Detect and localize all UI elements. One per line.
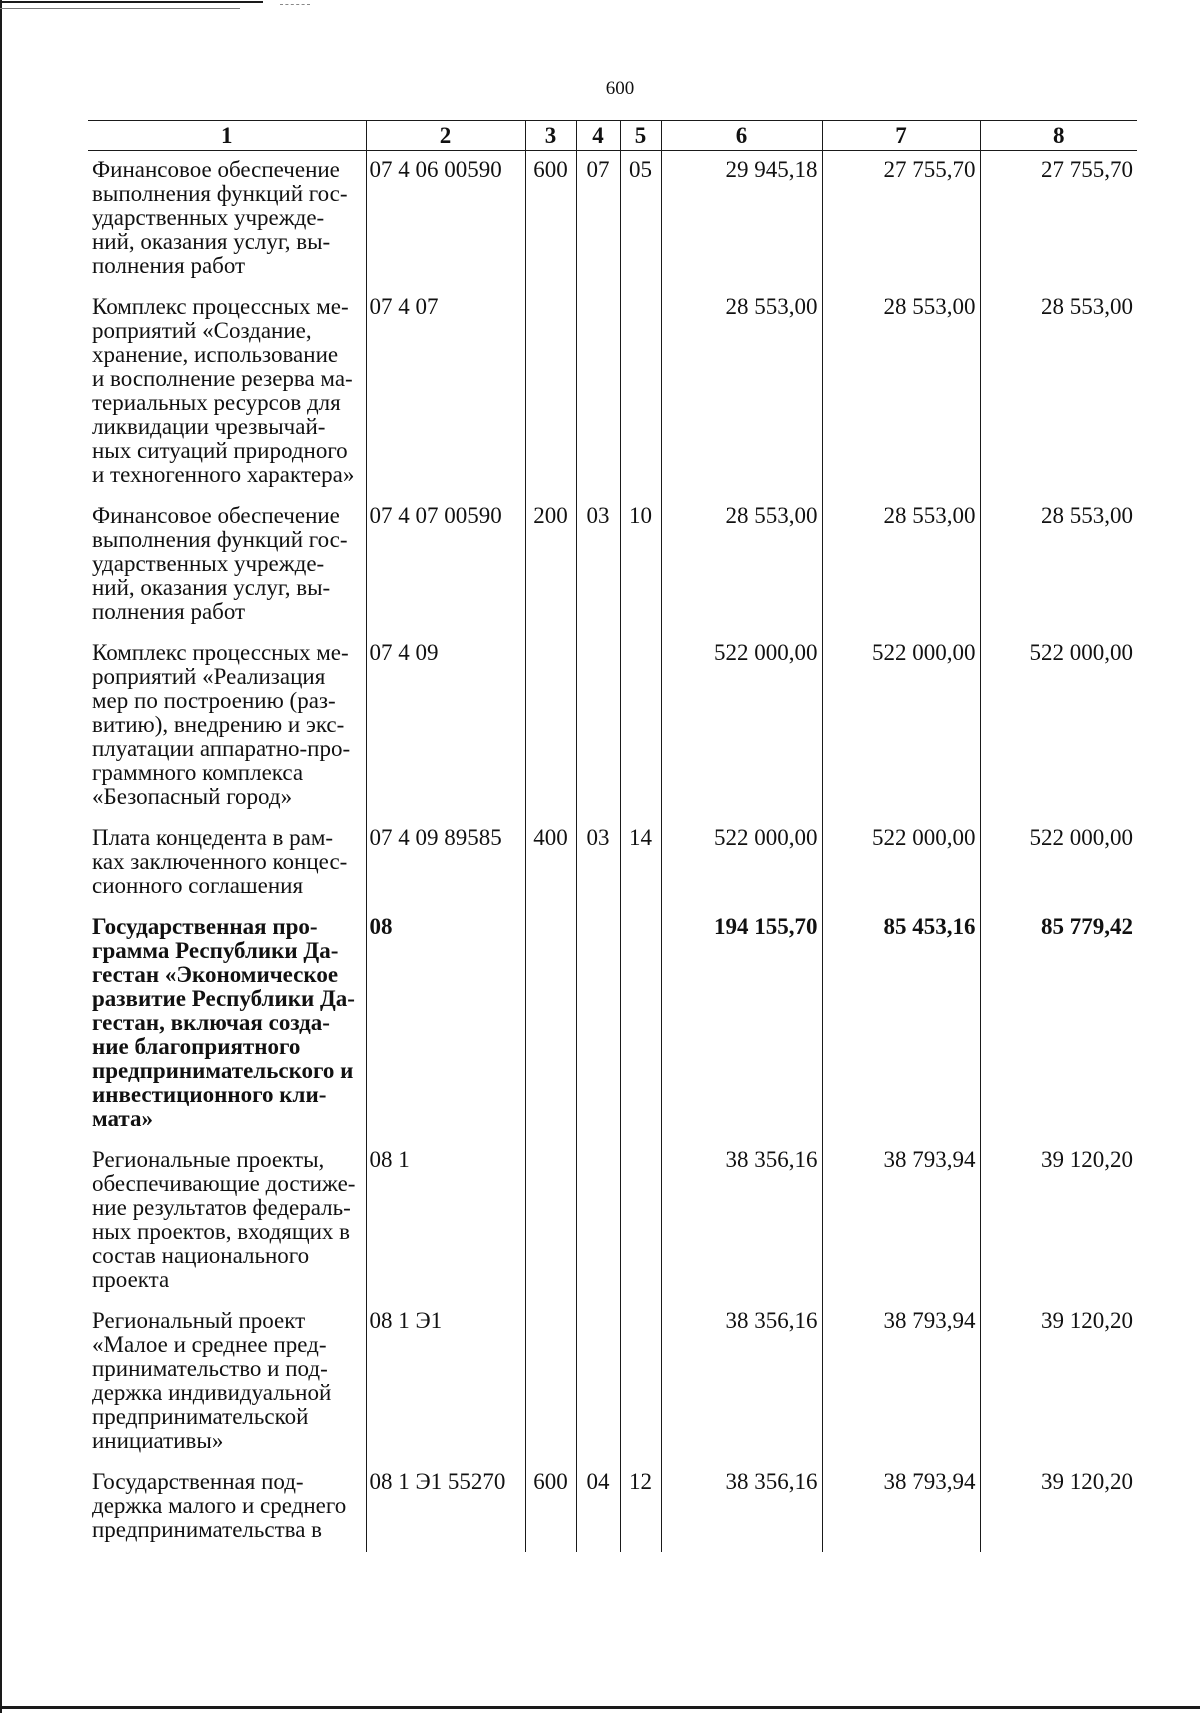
amount-col-7: 38 793,94 <box>822 1141 980 1302</box>
col-4-code: 03 <box>576 497 620 634</box>
header-col-1: 1 <box>88 121 366 151</box>
col-5-code <box>620 288 661 497</box>
classification-code: 07 4 09 89585 <box>366 819 525 908</box>
col-5-code: 14 <box>620 819 661 908</box>
amount-col-7: 27 755,70 <box>822 151 980 289</box>
header-col-8: 8 <box>980 121 1137 151</box>
amount-col-8: 39 120,20 <box>980 1302 1137 1463</box>
amount-col-8: 28 553,00 <box>980 497 1137 634</box>
amount-col-6: 29 945,18 <box>661 151 822 289</box>
classification-code: 08 <box>366 908 525 1141</box>
item-name: Финансовое обеспечение выполнения функций гос- ударственных учрежде- ний, оказания услуг, вы- полнения работ <box>92 157 348 278</box>
amount-col-8: 39 120,20 <box>980 1463 1137 1552</box>
table-row <box>88 1141 1137 1302</box>
amount-col-8: 85 779,42 <box>980 908 1137 1141</box>
col-4-code: 03 <box>576 819 620 908</box>
scan-edge-left <box>0 0 2 1713</box>
col-4-code <box>576 1141 620 1302</box>
table-row <box>88 634 1137 819</box>
item-name: Региональный проект «Малое и среднее пред- принимательство и под- держка индивидуальной предпринимательской инициативы» <box>92 1308 332 1453</box>
header-col-4: 4 <box>576 121 620 151</box>
item-name: Комплекс процессных ме- роприятий «Создание, хранение, использование и восполнение резерва ма- териальных ресурсов для ликвидации чрезвычай- ных ситуаций природного и техногенного характера» <box>92 294 355 487</box>
amount-col-7: 38 793,94 <box>822 1463 980 1552</box>
header-col-7: 7 <box>822 121 980 151</box>
item-name: Государственная про- грамма Республики Да- гестан «Экономическое развитие Республики Да- гестан, включая созда- ние благоприятного предпринимательского и инвестиционного кли- мата» <box>92 914 355 1131</box>
amount-col-7: 522 000,00 <box>822 819 980 908</box>
col-4-code <box>576 908 620 1141</box>
header-col-2: 2 <box>366 121 525 151</box>
col-3-code: 600 <box>525 151 576 289</box>
amount-col-8: 522 000,00 <box>980 634 1137 819</box>
classification-code: 07 4 09 <box>366 634 525 819</box>
table-header-row <box>88 121 1137 151</box>
amount-col-6: 38 356,16 <box>661 1302 822 1463</box>
table-row <box>88 151 1137 289</box>
item-name: Финансовое обеспечение выполнения функций гос- ударственных учрежде- ний, оказания услуг, вы- полнения работ <box>92 503 348 624</box>
col-3-code: 200 <box>525 497 576 634</box>
col-3-code <box>525 908 576 1141</box>
table-row <box>88 1302 1137 1463</box>
col-5-code: 10 <box>620 497 661 634</box>
amount-col-6: 38 356,16 <box>661 1141 822 1302</box>
scan-edge-bottom <box>0 1706 1200 1709</box>
scan-edge-top <box>0 1 263 3</box>
amount-col-6: 194 155,70 <box>661 908 822 1141</box>
col-4-code: 04 <box>576 1463 620 1552</box>
col-3-code: 400 <box>525 819 576 908</box>
col-4-code <box>576 634 620 819</box>
col-5-code: 05 <box>620 151 661 289</box>
col-5-code <box>620 1302 661 1463</box>
amount-col-7: 522 000,00 <box>822 634 980 819</box>
col-4-code: 07 <box>576 151 620 289</box>
item-name: Плата концедента в рам- ках заключенного концес- сионного соглашения <box>92 825 348 898</box>
classification-code: 08 1 Э1 55270 <box>366 1463 525 1552</box>
amount-col-6: 38 356,16 <box>661 1463 822 1552</box>
amount-col-6: 522 000,00 <box>661 634 822 819</box>
col-3-code <box>525 1141 576 1302</box>
amount-col-6: 522 000,00 <box>661 819 822 908</box>
table-row <box>88 908 1137 1141</box>
col-5-code: 12 <box>620 1463 661 1552</box>
header-col-3: 3 <box>525 121 576 151</box>
amount-col-6: 28 553,00 <box>661 288 822 497</box>
header-col-6: 6 <box>661 121 822 151</box>
classification-code: 07 4 07 00590 <box>366 497 525 634</box>
col-3-code <box>525 288 576 497</box>
col-5-code <box>620 634 661 819</box>
amount-col-8: 522 000,00 <box>980 819 1137 908</box>
col-3-code <box>525 634 576 819</box>
classification-code: 08 1 <box>366 1141 525 1302</box>
table-row <box>88 288 1137 497</box>
col-5-code <box>620 908 661 1141</box>
amount-col-8: 39 120,20 <box>980 1141 1137 1302</box>
scan-mark <box>280 4 310 6</box>
table-row <box>88 497 1137 634</box>
header-col-5: 5 <box>620 121 661 151</box>
scan-edge-top-faint <box>0 8 240 9</box>
page-number: 600 <box>605 78 635 99</box>
budget-table <box>88 120 1137 1552</box>
classification-code: 07 4 06 00590 <box>366 151 525 289</box>
col-4-code <box>576 288 620 497</box>
classification-code: 07 4 07 <box>366 288 525 497</box>
item-name: Региональные проекты, обеспечивающие достиже- ние результатов федераль- ных проектов, входящих в состав национального проекта <box>92 1147 356 1292</box>
col-3-code <box>525 1302 576 1463</box>
col-5-code <box>620 1141 661 1302</box>
amount-col-8: 28 553,00 <box>980 288 1137 497</box>
col-3-code: 600 <box>525 1463 576 1552</box>
amount-col-7: 38 793,94 <box>822 1302 980 1463</box>
amount-col-7: 28 553,00 <box>822 288 980 497</box>
amount-col-6: 28 553,00 <box>661 497 822 634</box>
col-4-code <box>576 1302 620 1463</box>
amount-col-7: 85 453,16 <box>822 908 980 1141</box>
amount-col-7: 28 553,00 <box>822 497 980 634</box>
item-name: Комплекс процессных ме- роприятий «Реализация мер по построению (раз- витию), внедрению и экс- плуатации аппаратно-про- граммного комплекса «Безопасный город» <box>92 640 351 809</box>
amount-col-8: 27 755,70 <box>980 151 1137 289</box>
classification-code: 08 1 Э1 <box>366 1302 525 1463</box>
table-row <box>88 1463 1137 1552</box>
item-name: Государственная под- держка малого и среднего предпринимательства в <box>92 1469 347 1542</box>
table-row <box>88 819 1137 908</box>
